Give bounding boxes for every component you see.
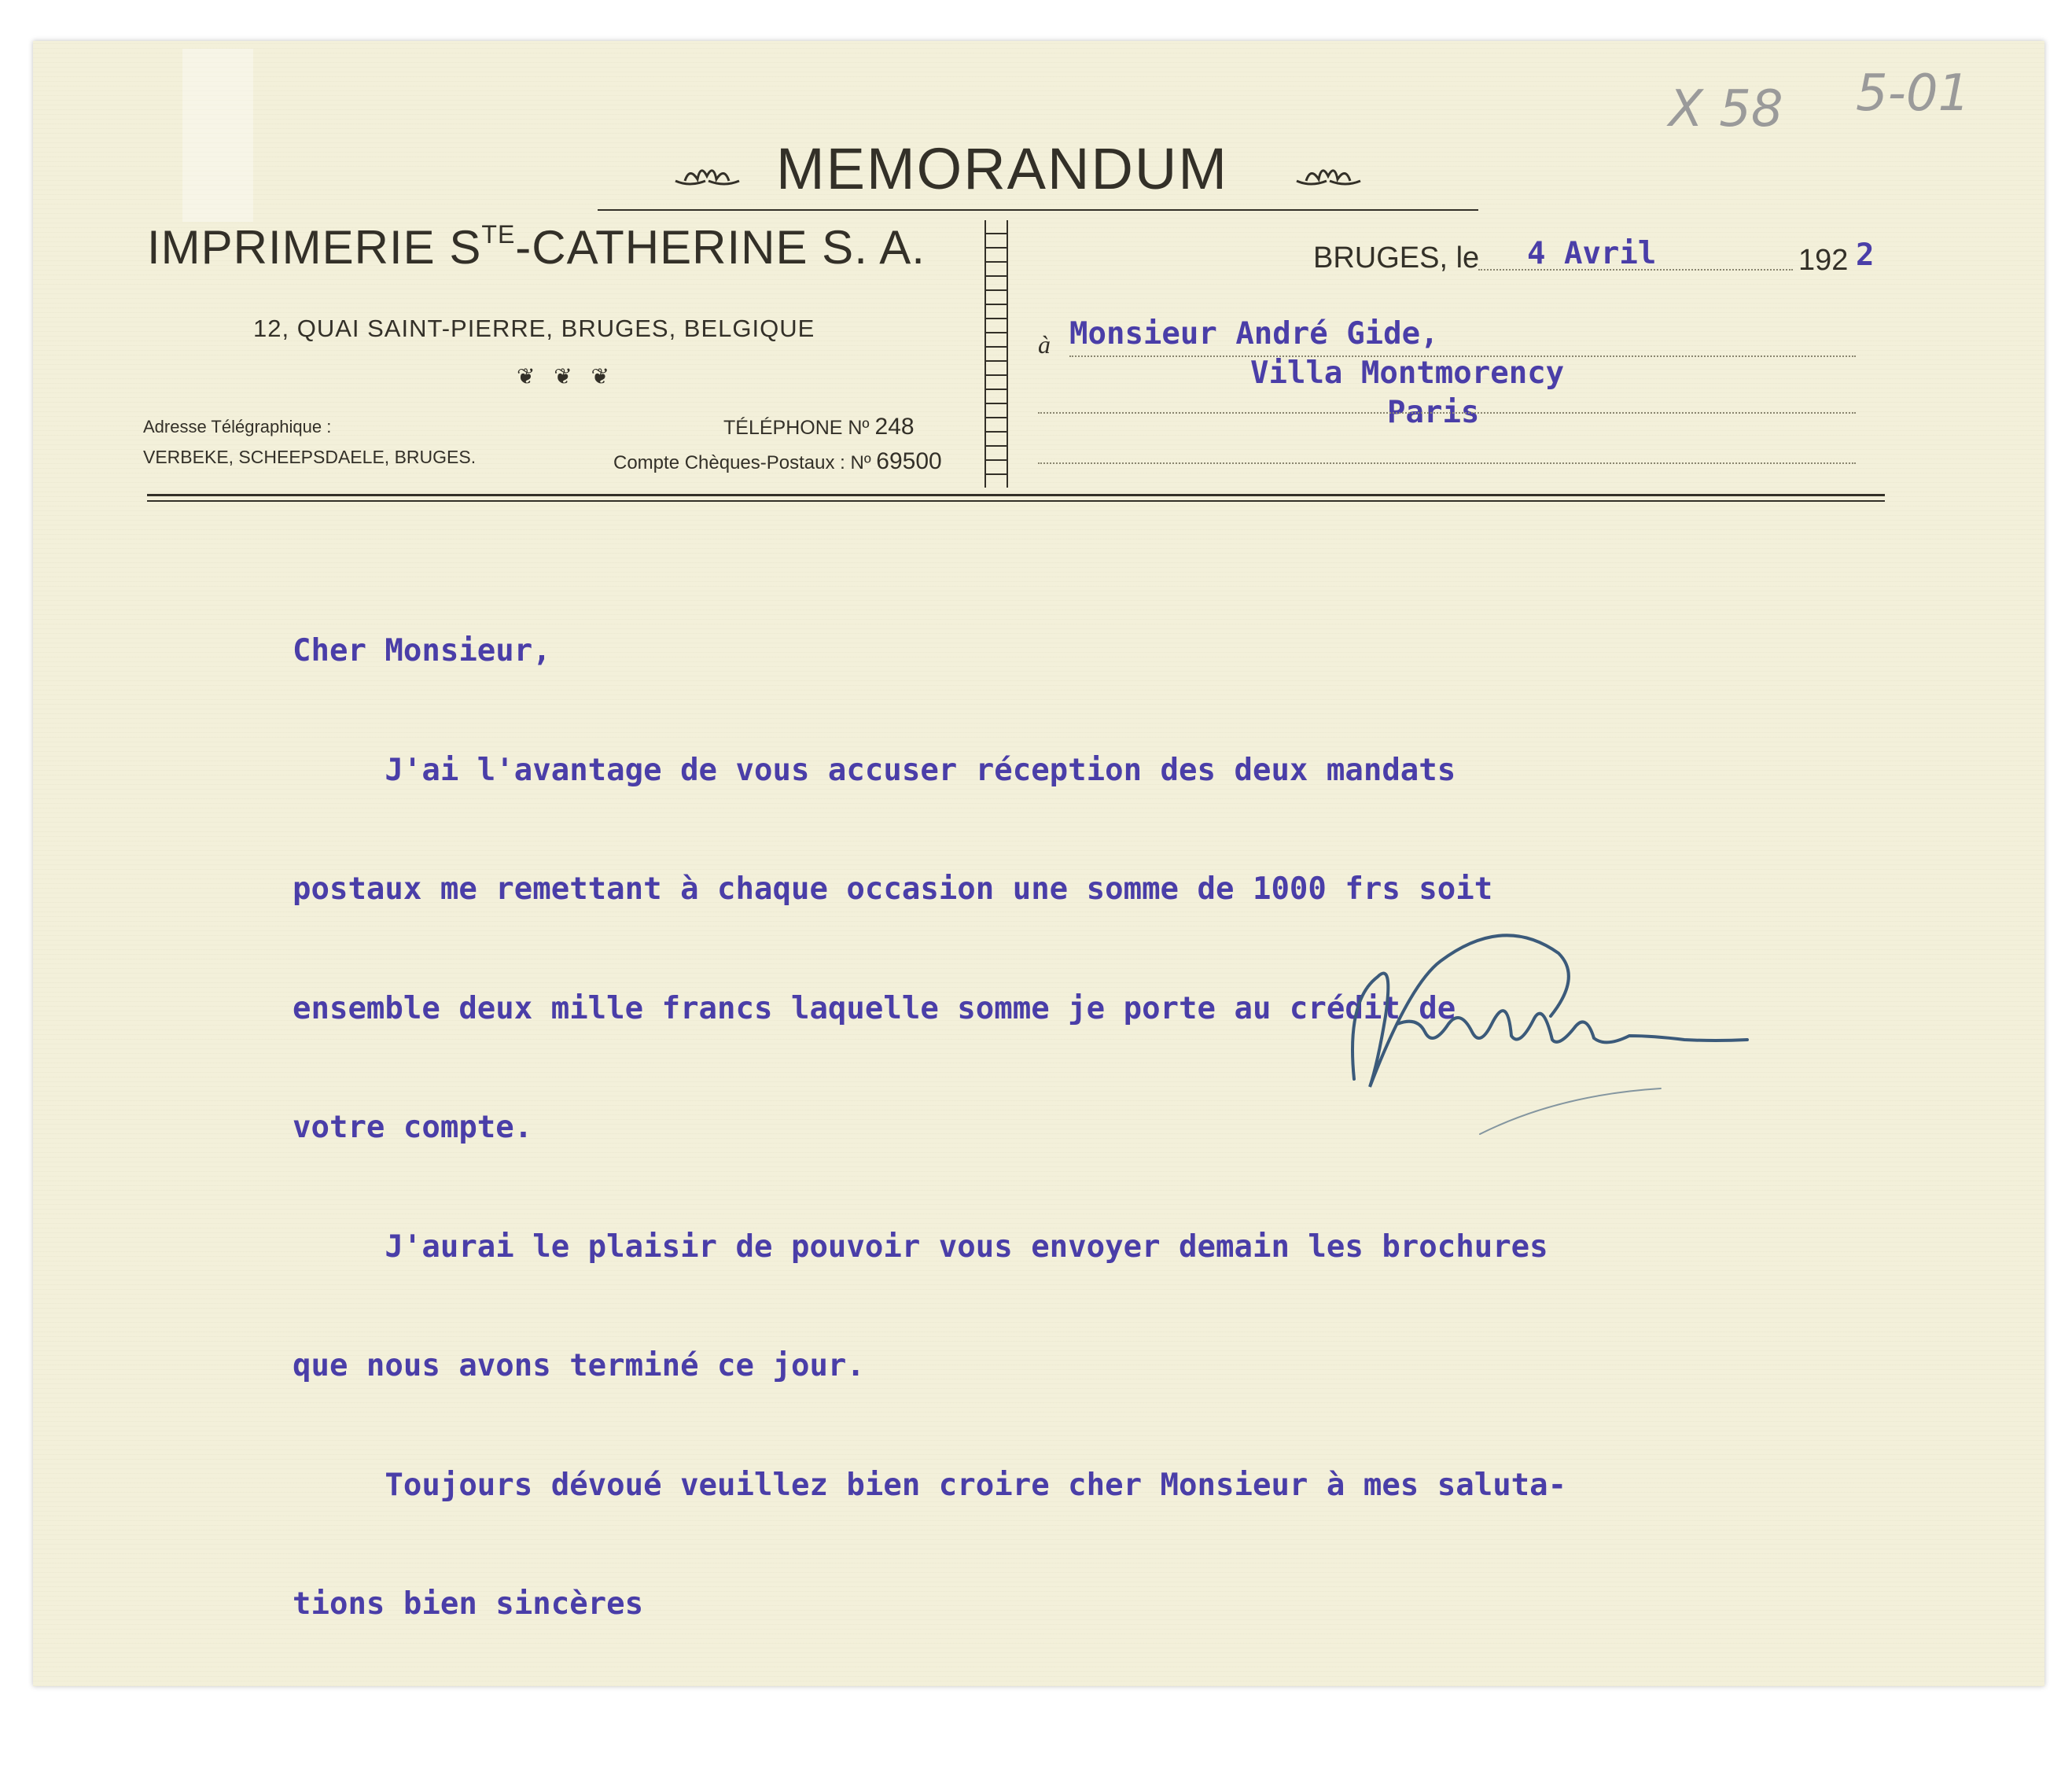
letter-sheet — [33, 41, 2044, 1686]
letter-line: votre compte. — [293, 1110, 533, 1145]
letter-line: tions bien sincères — [293, 1586, 644, 1622]
recipient-line-1: Monsieur André Gide, — [1069, 316, 1439, 352]
date-dotted-line — [1478, 269, 1793, 271]
letter-line: J'aurai le plaisir de pouvoir vous envoyer demain les brochures — [293, 1228, 1548, 1265]
vertical-chain-divider — [984, 220, 1008, 488]
letter-line: que nous avons terminé ce jour. — [293, 1348, 865, 1383]
archive-mark-right: 5-01 — [1856, 64, 1971, 123]
letter-line: postaux me remettant à chaque occasion une somme de 1000 frs soit — [293, 871, 1493, 907]
fleuron-separator: ❦ ❦ ❦ — [517, 364, 616, 389]
title-underline — [598, 209, 1478, 211]
header-rule-top — [147, 494, 1885, 496]
telegraph-address: VERBEKE, SCHEEPSDAELE, BRUGES. — [143, 447, 477, 467]
lotus-ornament-right-icon — [1295, 160, 1362, 197]
letter-line: ensemble deux mille francs laquelle somme je porte au crédit de — [293, 990, 1456, 1026]
telephone-number: 248 — [874, 414, 915, 440]
archive-mark-left: X 58 — [1669, 80, 1783, 138]
recipient-prefix: à — [1038, 330, 1051, 359]
telegraph-label: Adresse Télégraphique : — [143, 417, 332, 436]
recipient-dotted-line-2 — [1038, 412, 1856, 414]
typed-date: 4 Avril — [1527, 236, 1657, 271]
company-address: 12, QUAI SAINT-PIERRE, BRUGES, BELGIQUE — [253, 315, 815, 342]
header-rule-bottom — [147, 500, 1885, 502]
recipient-dotted-line-3 — [1038, 462, 1856, 464]
letter-line: J'ai l'avantage de vous accuser réception des deux mandats — [293, 752, 1456, 788]
salutation: Cher Monsieur, — [293, 633, 551, 669]
typed-year-digit: 2 — [1856, 238, 1875, 273]
tape-remnant — [182, 49, 253, 222]
recipient-dotted-line-1 — [1069, 355, 1856, 357]
recipient-line-3: Paris — [1387, 395, 1480, 430]
letter-line: Toujours dévoué veuillez bien croire cher Monsieur à mes saluta- — [293, 1467, 1567, 1503]
telephone-line: TÉLÉPHONE Nº 248 — [723, 414, 915, 440]
recipient-line-2: Villa Montmorency — [1250, 355, 1565, 391]
company-name: IMPRIMERIE $S^{TE}$-CATHERINE S. A. — [147, 220, 926, 274]
memorandum-title: MEMORANDUM — [776, 136, 1228, 201]
lotus-ornament-left-icon — [674, 160, 741, 197]
postal-cheque-line: Compte Chèques-Postaux : Nº 69500 — [613, 448, 942, 474]
dateline: BRUGES, le — [1313, 241, 1480, 274]
year-line: 192 — [1798, 244, 1849, 277]
handwritten-signature — [1323, 906, 1763, 1145]
cheque-number: 69500 — [876, 448, 942, 474]
